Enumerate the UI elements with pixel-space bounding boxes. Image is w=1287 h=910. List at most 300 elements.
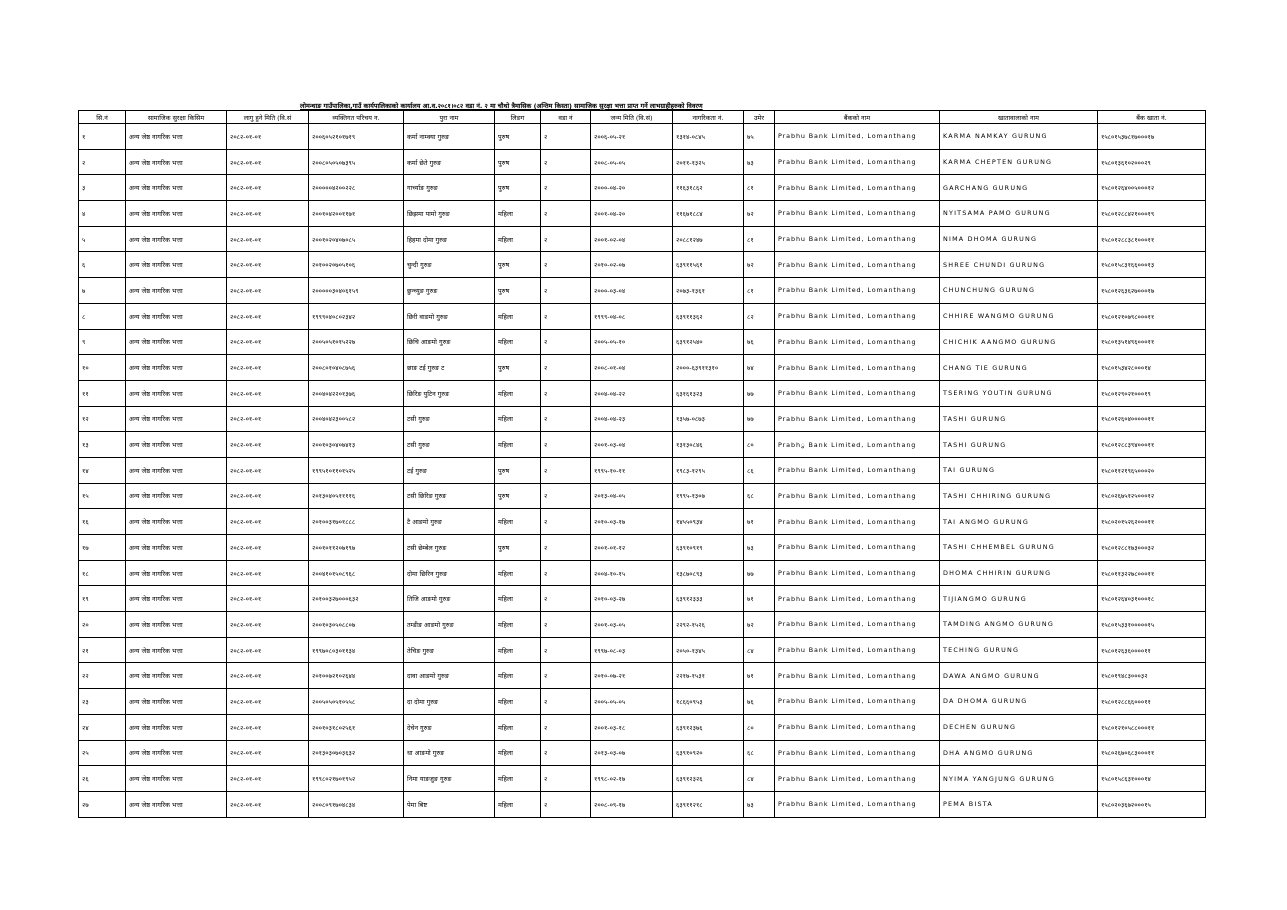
col-account-number-cell: १५८०१३५१४९६०००११ xyxy=(1098,329,1206,355)
col-citizenship-cell: १८६६०९५३ xyxy=(673,689,744,715)
col-scheme-cell: अन्य जेष्ठ नागरिक भत्ता xyxy=(126,509,227,535)
col-personal-id-cell: २००८०९१७०४८३४ xyxy=(309,791,404,817)
col-citizenship-cell: २०७३-१३६१ xyxy=(673,278,744,304)
col-account-number-cell: १५८०१५८६३१०००१४ xyxy=(1098,766,1206,792)
col-account-number-header: बैंक खाता नं. xyxy=(1098,111,1206,124)
col-birth-date-cell: १९९५-१०-११ xyxy=(591,457,673,483)
col-account-holder-cell: TECHING GURUNG xyxy=(940,637,1098,663)
col-age-cell: ७२ xyxy=(744,201,775,227)
col-bank-name-cell: Prabhu Bank Limited, Lomanthang xyxy=(775,714,940,740)
document-title: लोमन्थाङ गाउँपालिका,गाउँ कार्यपालिकाको कार्यालय आ.व.२०८१।०८२ वडा नं. २ मा चौथो त्रैमासिक (अन्तिम किस्ता) सामाजिक सुरक्षा भत्ता प्राप्त गर्ने लाभग्राहीहरुको विवरण xyxy=(300,102,703,110)
col-birth-date-cell: २०००-०३-०४ xyxy=(591,278,673,304)
col-account-holder-cell: CHANG TIE GURUNG xyxy=(940,355,1098,381)
col-personal-id-cell: २०१००३१७०१८८८ xyxy=(309,509,404,535)
col-account-number-cell: १५८०१२६४००५०००१२ xyxy=(1098,175,1206,201)
col-birth-date-cell: २००१-०१-१२ xyxy=(591,535,673,561)
col-birth-date-cell: २०१०-०३-२७ xyxy=(591,586,673,612)
col-bank-name-cell: Prabhu Bank Limited, Lomanthang xyxy=(775,124,940,150)
col-gender-cell: महिला xyxy=(495,766,541,792)
col-full-name-cell: टसी छिरिङ गुरुङ xyxy=(404,483,495,509)
col-ward-cell: २ xyxy=(541,432,591,458)
col-birth-date-cell: २००१-०३-१८ xyxy=(591,714,673,740)
col-age-cell: ८४ xyxy=(744,766,775,792)
col-serial-cell: १ xyxy=(79,124,126,150)
col-bank-name-cell: Prabhu Bank Limited, Lomanthang xyxy=(775,586,940,612)
col-personal-id-cell: १९९९०४०८०२३४२ xyxy=(309,303,404,329)
col-birth-date-cell: १९९८-०२-१७ xyxy=(591,766,673,792)
col-account-number-cell: १५८०१२८८६६०००११ xyxy=(1098,689,1206,715)
col-account-number-cell: १५८०१२६३६००००११ xyxy=(1098,637,1206,663)
col-ward-cell: २ xyxy=(541,201,591,227)
col-age-cell: ८१ xyxy=(744,278,775,304)
col-personal-id-cell: १९९८०२१७०१९५२ xyxy=(309,766,404,792)
col-account-holder-cell: TSERING YOUTIN GURUNG xyxy=(940,380,1098,406)
col-ward-cell: २ xyxy=(541,740,591,766)
col-scheme-cell: अन्य जेष्ठ नागरिक भत्ता xyxy=(126,432,227,458)
col-bank-name-cell: Prabhu Bank Limited, Lomanthang xyxy=(775,355,940,381)
col-scheme-cell: अन्य जेष्ठ नागरिक भत्ता xyxy=(126,226,227,252)
col-gender-cell: पुरुष xyxy=(495,483,541,509)
table-row xyxy=(79,714,1206,740)
col-age-cell: ८१ xyxy=(744,175,775,201)
col-account-holder-cell: KARMA CHEPTEN GURUNG xyxy=(940,149,1098,175)
col-full-name-cell: निमा याङजुङ गुरुङ xyxy=(404,766,495,792)
col-scheme-cell: अन्य जेष्ठ नागरिक भत्ता xyxy=(126,663,227,689)
table-row xyxy=(79,766,1206,792)
col-start-date-cell: २०८२-०१-०१ xyxy=(227,612,309,638)
col-gender-cell: महिला xyxy=(495,791,541,817)
col-bank-name-cell: Prabhu Bank Limited, Lomanthang xyxy=(775,406,940,432)
col-account-holder-cell: DHOMA CHHIRIN GURUNG xyxy=(940,560,1098,586)
col-serial-cell: २ xyxy=(79,149,126,175)
col-full-name-cell: टसी गुरुङ xyxy=(404,432,495,458)
col-citizenship-cell: ६३९१२३३३ xyxy=(673,586,744,612)
col-full-name-cell: देचेन गुरुङ xyxy=(404,714,495,740)
col-gender-cell: महिला xyxy=(495,663,541,689)
col-ward-cell: २ xyxy=(541,612,591,638)
table-row xyxy=(79,201,1206,227)
col-scheme-cell: अन्य जेष्ठ नागरिक भत्ता xyxy=(126,586,227,612)
table-row xyxy=(79,535,1206,561)
col-account-holder-cell: NIMA DHOMA GURUNG xyxy=(940,226,1098,252)
col-start-date-cell: २०८२-०१-०१ xyxy=(227,278,309,304)
col-account-holder-cell: TAI GURUNG xyxy=(940,457,1098,483)
col-citizenship-cell: २०११-१३२५ xyxy=(673,149,744,175)
col-age-cell: ७५ xyxy=(744,124,775,150)
col-ward-cell: २ xyxy=(541,663,591,689)
col-personal-id-cell: २००१०४२००११७१ xyxy=(309,201,404,227)
col-serial-cell: १२ xyxy=(79,406,126,432)
col-serial-cell: ४ xyxy=(79,201,126,227)
col-birth-date-cell: २००१-०३-०४ xyxy=(591,432,673,458)
col-account-number-cell: १५८०१२६३६२७०००१७ xyxy=(1098,278,1206,304)
col-bank-name-cell: Prabhu Bank Limited, Lomanthang xyxy=(775,303,940,329)
col-start-date-cell: २०८२-०१-०१ xyxy=(227,663,309,689)
col-ward-cell: २ xyxy=(541,278,591,304)
col-gender-cell: महिला xyxy=(495,432,541,458)
col-serial-cell: ५ xyxy=(79,226,126,252)
col-gender-cell: महिला xyxy=(495,637,541,663)
col-account-holder-header: खातावालाको नाम xyxy=(940,111,1098,124)
col-bank-name-cell: Prabhu Bank Limited, Lomanthang xyxy=(775,612,940,638)
col-scheme-cell: अन्य जेष्ठ नागरिक भत्ता xyxy=(126,355,227,381)
table-row xyxy=(79,252,1206,278)
col-gender-cell: महिला xyxy=(495,509,541,535)
col-birth-date-cell: २००४-०४-२२ xyxy=(591,380,673,406)
col-age-cell: ७३ xyxy=(744,149,775,175)
col-gender-cell: पुरुष xyxy=(495,124,541,150)
col-citizenship-cell: ६३९११३६२ xyxy=(673,303,744,329)
col-personal-id-cell: २००५०५१०१५२२७ xyxy=(309,329,404,355)
col-serial-cell: २४ xyxy=(79,714,126,740)
col-full-name-cell: छिरिङ युटिन गुरुङ xyxy=(404,380,495,406)
col-bank-name-cell: Prabhu Bank Limited, Lomanthang xyxy=(775,740,940,766)
col-gender-cell: पुरुष xyxy=(495,252,541,278)
table-row xyxy=(79,432,1206,458)
col-age-cell: ७६ xyxy=(744,329,775,355)
col-start-date-cell: २०८२-०१-०१ xyxy=(227,586,309,612)
col-citizenship-cell: १३५७-०८७३ xyxy=(673,406,744,432)
col-full-name-cell: हिहमा दोमा गुरुङ xyxy=(404,226,495,252)
col-account-holder-cell: GARCHANG GURUNG xyxy=(940,175,1098,201)
col-bank-name-cell: Prabhu Bank Limited, Lomanthang xyxy=(775,329,940,355)
col-age-cell: ७६ xyxy=(744,689,775,715)
col-bank-name-cell: Prabhu Bank Limited, Lomanthang xyxy=(775,560,940,586)
col-personal-id-cell: २०१००२०७०५१०६ xyxy=(309,252,404,278)
table-row xyxy=(79,586,1206,612)
col-account-holder-cell: CHUNCHUNG GURUNG xyxy=(940,278,1098,304)
col-citizenship-header: नागरिकता नं. xyxy=(673,111,744,124)
col-scheme-cell: अन्य जेष्ठ नागरिक भत्ता xyxy=(126,329,227,355)
col-age-cell: ७१ xyxy=(744,509,775,535)
table-body xyxy=(79,124,1206,818)
col-personal-id-cell: २०१००३२७०००६३२ xyxy=(309,586,404,612)
col-birth-date-cell: २०१०-०७-२१ xyxy=(591,663,673,689)
col-ward-cell: २ xyxy=(541,303,591,329)
col-age-cell: ७३ xyxy=(744,535,775,561)
col-citizenship-cell: १३८७०८९३ xyxy=(673,560,744,586)
col-start-date-header: लागु हुने मिति (वि.सं xyxy=(227,111,309,124)
col-bank-name-cell: Prabhu Bank Limited, Lomanthang xyxy=(775,509,940,535)
col-gender-cell: महिला xyxy=(495,380,541,406)
col-citizenship-cell: ६३९१२३२६ xyxy=(673,766,744,792)
col-gender-cell: महिला xyxy=(495,612,541,638)
col-start-date-cell: २०८२-०१-०१ xyxy=(227,714,309,740)
header-row xyxy=(79,111,1206,124)
col-account-holder-cell: DA DHOMA GURUNG xyxy=(940,689,1098,715)
col-scheme-cell: अन्य जेष्ठ नागरिक भत्ता xyxy=(126,714,227,740)
col-birth-date-cell: १९९७-०८-०३ xyxy=(591,637,673,663)
col-citizenship-cell: २२९२-१५२६ xyxy=(673,612,744,638)
col-personal-id-cell: १९९७०८०३०११३४ xyxy=(309,637,404,663)
col-serial-cell: १० xyxy=(79,355,126,381)
col-gender-cell: महिला xyxy=(495,406,541,432)
col-bank-name-cell: Prabhu Bank Limited, Lomanthang xyxy=(775,766,940,792)
col-serial-cell: १४ xyxy=(79,457,126,483)
col-account-number-cell: १५८०१५८३१६६०००१३ xyxy=(1098,252,1206,278)
col-full-name-cell: टसी गुरुङ xyxy=(404,406,495,432)
col-bank-name-cell: Prabhu Bank Limited, Lomanthang xyxy=(775,689,940,715)
col-full-name-cell: दोमा छिरिन गुरुङ xyxy=(404,560,495,586)
col-gender-cell: महिला xyxy=(495,560,541,586)
col-account-number-cell: १५८०२६७५१२५०००१२ xyxy=(1098,483,1206,509)
col-start-date-cell: २०८२-०१-०१ xyxy=(227,380,309,406)
col-scheme-cell: अन्य जेष्ठ नागरिक भत्ता xyxy=(126,124,227,150)
col-full-name-cell: टई गुरुङ xyxy=(404,457,495,483)
col-full-name-cell: तम्डीङ आङमो गुरुङ xyxy=(404,612,495,638)
col-start-date-cell: २०८२-०१-०१ xyxy=(227,637,309,663)
col-ward-header: वडा नं xyxy=(541,111,591,124)
table-row xyxy=(79,637,1206,663)
col-gender-cell: पुरुष xyxy=(495,457,541,483)
col-account-number-cell: १५८०१२६४०३१०००१८ xyxy=(1098,586,1206,612)
table-row xyxy=(79,689,1206,715)
col-start-date-cell: २०८२-०१-०१ xyxy=(227,457,309,483)
col-start-date-cell: २०८२-०१-०१ xyxy=(227,483,309,509)
table-row xyxy=(79,740,1206,766)
col-ward-cell: २ xyxy=(541,149,591,175)
col-scheme-cell: अन्य जेष्ठ नागरिक भत्ता xyxy=(126,612,227,638)
table-row xyxy=(79,380,1206,406)
col-age-cell: ६८ xyxy=(744,483,775,509)
col-gender-cell: महिला xyxy=(495,329,541,355)
col-start-date-cell: २०८२-०१-०१ xyxy=(227,689,309,715)
col-serial-cell: १९ xyxy=(79,586,126,612)
col-birth-date-cell: २००८-०१-०४ xyxy=(591,355,673,381)
col-age-cell: ८० xyxy=(744,714,775,740)
col-start-date-cell: २०८२-०१-०१ xyxy=(227,252,309,278)
col-age-cell: ७२ xyxy=(744,252,775,278)
table-row xyxy=(79,303,1206,329)
col-ward-cell: २ xyxy=(541,252,591,278)
col-account-number-cell: १५८०११२१९६५०००२० xyxy=(1098,457,1206,483)
table-row xyxy=(79,124,1206,150)
col-full-name-cell: गार्च्याङ गुरुङ xyxy=(404,175,495,201)
col-account-holder-cell: DAWA ANGMO GURUNG xyxy=(940,663,1098,689)
col-account-holder-cell: KARMA NAMKAY GURUNG xyxy=(940,124,1098,150)
col-full-name-cell: टै आङमो गुरुङ xyxy=(404,509,495,535)
col-start-date-cell: २०८२-०१-०१ xyxy=(227,226,309,252)
col-age-cell: ७१ xyxy=(744,586,775,612)
table-row xyxy=(79,457,1206,483)
col-ward-cell: २ xyxy=(541,457,591,483)
col-serial-cell: ७ xyxy=(79,278,126,304)
col-gender-cell: पुरुष xyxy=(495,355,541,381)
col-age-cell: ८४ xyxy=(744,637,775,663)
col-ward-cell: २ xyxy=(541,714,591,740)
col-start-date-cell: २०८२-०१-०१ xyxy=(227,149,309,175)
col-ward-cell: २ xyxy=(541,406,591,432)
col-start-date-cell: २०८२-०१-०१ xyxy=(227,766,309,792)
col-serial-cell: १८ xyxy=(79,560,126,586)
col-gender-header: लिङग xyxy=(495,111,541,124)
col-scheme-cell: अन्य जेष्ठ नागरिक भत्ता xyxy=(126,535,227,561)
col-personal-id-cell: २००४०४२२०१३७६ xyxy=(309,380,404,406)
col-age-cell: ७७ xyxy=(744,560,775,586)
col-account-number-cell: १५८०११३२२७८०००११ xyxy=(1098,560,1206,586)
col-citizenship-cell: ६३९१२३७६ xyxy=(673,714,744,740)
col-ward-cell: २ xyxy=(541,483,591,509)
col-serial-cell: ६ xyxy=(79,252,126,278)
col-birth-date-cell: २००५-०५-०५ xyxy=(591,689,673,715)
col-account-holder-cell: PEMA BISTA xyxy=(940,791,1098,817)
col-citizenship-cell: ६३९११५६१ xyxy=(673,252,744,278)
col-personal-id-cell: २०१३०३०७०३६३२ xyxy=(309,740,404,766)
col-ward-cell: २ xyxy=(541,535,591,561)
col-bank-name-cell: Prabhu Bank Limited, Lomanthang xyxy=(775,637,940,663)
col-account-holder-cell: TASHI CHHIRING GURUNG xyxy=(940,483,1098,509)
col-start-date-cell: २०८२-०१-०१ xyxy=(227,432,309,458)
col-serial-cell: ३ xyxy=(79,175,126,201)
col-gender-cell: महिला xyxy=(495,226,541,252)
col-scheme-cell: अन्य जेष्ठ नागरिक भत्ता xyxy=(126,457,227,483)
col-account-number-cell: १५८०१५३४२८०००१४ xyxy=(1098,355,1206,381)
col-account-holder-cell: NYITSAMA PAMO GURUNG xyxy=(940,201,1098,227)
col-ward-cell: २ xyxy=(541,380,591,406)
col-birth-date-cell: २००१-०२-०४ xyxy=(591,226,673,252)
col-birth-date-header: जन्म मिति (वि.सं) xyxy=(591,111,673,124)
col-birth-date-cell: २०१३-०३-०७ xyxy=(591,740,673,766)
col-full-name-cell: तेचिङ गुरुङ xyxy=(404,637,495,663)
col-serial-cell: २५ xyxy=(79,740,126,766)
col-serial-cell: १५ xyxy=(79,483,126,509)
table-row xyxy=(79,406,1206,432)
col-ward-cell: २ xyxy=(541,689,591,715)
col-serial-header: सि.नं xyxy=(79,111,126,124)
col-age-cell: ८६ xyxy=(744,457,775,483)
col-birth-date-cell: २०१०-०३-१७ xyxy=(591,509,673,535)
col-gender-cell: पुरुष xyxy=(495,535,541,561)
col-birth-date-cell: २००१-०४-२० xyxy=(591,201,673,227)
col-age-cell: ७७ xyxy=(744,380,775,406)
col-full-name-cell: धा आङमो गुरुङ xyxy=(404,740,495,766)
col-scheme-cell: अन्य जेष्ठ नागरिक भत्ता xyxy=(126,740,227,766)
col-full-name-cell: दा दोमा गुरुङ xyxy=(404,689,495,715)
col-full-name-cell: दावा आङमो गुरुङ xyxy=(404,663,495,689)
col-age-cell: ६८ xyxy=(744,740,775,766)
col-gender-cell: पुरुष xyxy=(495,278,541,304)
col-full-name-cell: छाङ टई गुरुङ ट xyxy=(404,355,495,381)
col-personal-id-cell: २००४१०१५०८९६८ xyxy=(309,560,404,586)
col-bank-name-cell: Prabhu Bank Limited, Lomanthang xyxy=(775,791,940,817)
col-gender-cell: महिला xyxy=(495,201,541,227)
table-row xyxy=(79,612,1206,638)
table-row xyxy=(79,791,1206,817)
col-serial-cell: २६ xyxy=(79,766,126,792)
col-account-number-cell: १५८०१२१०७९८०००११ xyxy=(1098,303,1206,329)
col-full-name-cell: छिचि आङमो गुरुङ xyxy=(404,329,495,355)
col-personal-id-cell: २००४०४२३००५८२ xyxy=(309,406,404,432)
col-start-date-cell: २०८२-०१-०१ xyxy=(227,124,309,150)
col-bank-name-header: बैंकको नाम xyxy=(775,111,940,124)
col-account-holder-cell: TAMDING ANGMO GURUNG xyxy=(940,612,1098,638)
col-account-holder-cell: NYIMA YANGJUNG GURUNG xyxy=(940,766,1098,792)
col-account-number-cell: १५८०१२८८१७३०००३२ xyxy=(1098,535,1206,561)
col-full-name-cell: टसी छेम्बेल गुरुङ xyxy=(404,535,495,561)
col-personal-id-header: व्यक्तिगत परिचय न. xyxy=(309,111,404,124)
col-personal-id-cell: २००१०३०४०७४१३ xyxy=(309,432,404,458)
col-bank-name-cell: Prabhu Bank Limited, Lomanthang xyxy=(775,278,940,304)
col-birth-date-cell: २००८-०९-१७ xyxy=(591,791,673,817)
col-start-date-cell: २०८२-०१-०१ xyxy=(227,175,309,201)
col-account-number-cell: १५८०१३६१०२०००२९ xyxy=(1098,149,1206,175)
col-personal-id-cell: २००१०३१८०२५६१ xyxy=(309,714,404,740)
col-full-name-cell: तिजि आङमो गुरुङ xyxy=(404,586,495,612)
col-citizenship-cell: २०५०-१३४५ xyxy=(673,637,744,663)
col-account-number-cell: १५८०२६७०६८३०००११ xyxy=(1098,740,1206,766)
col-citizenship-cell: १३१३०८४६ xyxy=(673,432,744,458)
col-account-number-cell: १५८०१५३३१०००००१५ xyxy=(1098,612,1206,638)
table-row xyxy=(79,509,1206,535)
col-age-cell: ७२ xyxy=(744,612,775,638)
col-account-number-cell: १५८०१२१०५८८०००११ xyxy=(1098,714,1206,740)
col-personal-id-cell: २००५०५०५१०५५८ xyxy=(309,689,404,715)
col-personal-id-cell: २०१३०४०५११११६ xyxy=(309,483,404,509)
table-row xyxy=(79,663,1206,689)
col-scheme-cell: अन्य जेष्ठ नागरिक भत्ता xyxy=(126,278,227,304)
col-gender-cell: महिला xyxy=(495,689,541,715)
col-account-number-cell: १५८०१९४८३०००३२ xyxy=(1098,663,1206,689)
col-account-number-cell: १५८०१२८८३८१०००११ xyxy=(1098,226,1206,252)
col-start-date-cell: २०८२-०१-०१ xyxy=(227,509,309,535)
col-citizenship-cell: १९९५-१३०७ xyxy=(673,483,744,509)
col-serial-cell: १३ xyxy=(79,432,126,458)
col-scheme-cell: अन्य जेष्ठ नागरिक भत्ता xyxy=(126,689,227,715)
col-birth-date-cell: २००४-०४-२३ xyxy=(591,406,673,432)
col-ward-cell: २ xyxy=(541,355,591,381)
col-account-number-cell: १५८०१२९०२१०००१९ xyxy=(1098,380,1206,406)
table-row xyxy=(79,560,1206,586)
col-scheme-cell: अन्य जेष्ठ नागरिक भत्ता xyxy=(126,201,227,227)
col-citizenship-cell: २०८८१२४७ xyxy=(673,226,744,252)
col-scheme-cell: अन्य जेष्ठ नागरिक भत्ता xyxy=(126,483,227,509)
col-start-date-cell: २०८२-०१-०१ xyxy=(227,303,309,329)
col-account-number-cell: १५८०१२८८३९४०००११ xyxy=(1098,432,1206,458)
col-birth-date-cell: २०१०-०२-०७ xyxy=(591,252,673,278)
col-bank-name-cell: Prabhu Bank Limited, Lomanthang xyxy=(775,663,940,689)
col-serial-cell: २७ xyxy=(79,791,126,817)
col-citizenship-cell: १९८३-१२९५ xyxy=(673,457,744,483)
col-account-number-cell: १५८०२०३६७२०००१५ xyxy=(1098,791,1206,817)
col-age-cell: ७७ xyxy=(744,406,775,432)
col-start-date-cell: २०८२-०१-०१ xyxy=(227,355,309,381)
col-citizenship-cell: ६३९११२१८ xyxy=(673,791,744,817)
col-bank-name-cell: Prabhu Bank Limited, Lomanthang xyxy=(775,226,940,252)
col-age-cell: ८२ xyxy=(744,303,775,329)
col-gender-cell: पुरुष xyxy=(495,149,541,175)
col-account-holder-cell: TASHI GURUNG xyxy=(940,406,1098,432)
col-personal-id-cell: २००८०५०५०७३९५ xyxy=(309,149,404,175)
col-account-holder-cell: TIJIANGMO GURUNG xyxy=(940,586,1098,612)
col-personal-id-cell: २०००००३०४०६१५९ xyxy=(309,278,404,304)
table-row xyxy=(79,175,1206,201)
col-account-holder-cell: TAI ANGMO GURUNG xyxy=(940,509,1098,535)
col-bank-name-cell: Prabhu Bank Limited, Lomanthang xyxy=(775,457,940,483)
col-start-date-cell: २०८२-०१-०१ xyxy=(227,329,309,355)
table-row xyxy=(79,355,1206,381)
col-scheme-cell: अन्य जेष्ठ नागरिक भत्ता xyxy=(126,560,227,586)
col-start-date-cell: २०८२-०१-०१ xyxy=(227,535,309,561)
col-bank-name-cell: Prabhu Bank Limited, Lomanthang xyxy=(775,149,940,175)
col-gender-cell: महिला xyxy=(495,586,541,612)
table-row xyxy=(79,226,1206,252)
col-citizenship-cell: ६३९१०९१९ xyxy=(673,535,744,561)
col-birth-date-cell: २००८-०५-०५ xyxy=(591,149,673,175)
col-ward-cell: २ xyxy=(541,124,591,150)
table-row xyxy=(79,329,1206,355)
beneficiary-table xyxy=(78,110,1206,818)
col-personal-id-cell: २००१०३०५०८८०७ xyxy=(309,612,404,638)
